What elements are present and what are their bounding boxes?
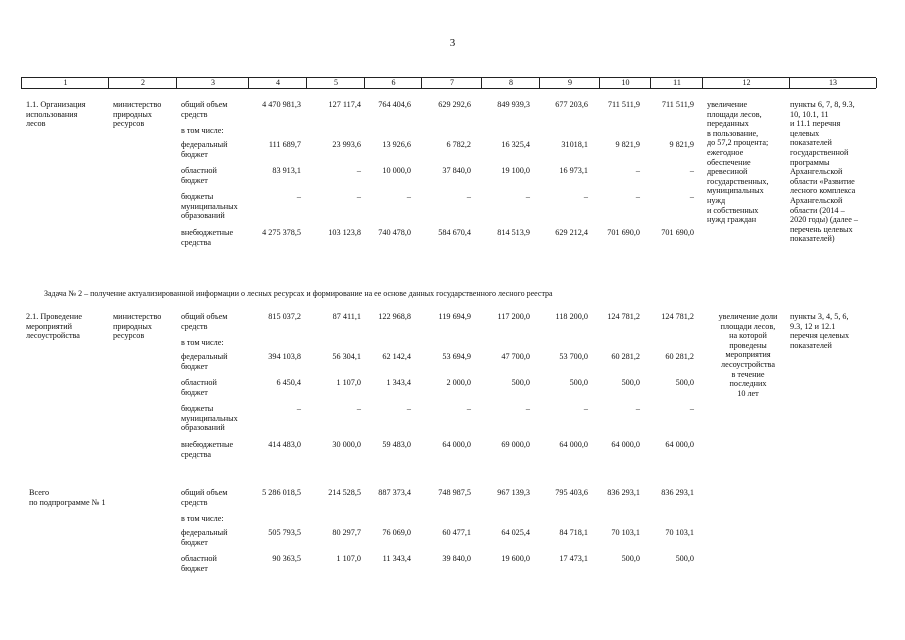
row-label: бюджеты bbox=[181, 404, 214, 413]
value-cell: 37 840,0 bbox=[442, 166, 471, 175]
indicators-text: области (2014 – bbox=[790, 205, 845, 215]
row-label: бюджет bbox=[181, 149, 208, 159]
value-cell: 124 781,2 bbox=[661, 312, 694, 321]
value-cell: 16 325,4 bbox=[501, 140, 530, 149]
header-col-11: 11 bbox=[650, 78, 703, 88]
value-cell: 2 000,0 bbox=[446, 378, 471, 387]
indicators-text: пункты 6, 7, 8, 9.3, bbox=[790, 100, 855, 109]
value-cell: 53 700,0 bbox=[559, 352, 588, 361]
value-cell: 6 782,2 bbox=[446, 140, 471, 149]
indicators-text: лесного комплекса bbox=[790, 186, 856, 196]
value-cell: 59 483,0 bbox=[382, 440, 411, 449]
executor-name: министерство bbox=[113, 312, 162, 321]
value-cell: 4 470 981,3 bbox=[262, 100, 301, 109]
value-cell: – bbox=[635, 166, 640, 175]
value-cell: 505 793,5 bbox=[268, 528, 301, 537]
indicators-text: целевых bbox=[790, 128, 820, 138]
value-cell: 53 694,9 bbox=[442, 352, 471, 361]
value-cell: 64 000,0 bbox=[559, 440, 588, 449]
row-label: средств bbox=[181, 497, 208, 507]
value-cell: 500,0 bbox=[569, 378, 588, 387]
row-label: областной bbox=[181, 554, 217, 563]
value-cell: – bbox=[466, 192, 471, 201]
value-cell: 19 600,0 bbox=[501, 554, 530, 563]
row-label: образований bbox=[181, 423, 225, 433]
value-cell: 83 913,1 bbox=[272, 166, 301, 175]
indicators-text: 2020 годы) (далее – bbox=[790, 215, 858, 225]
row-label: внебюджетные bbox=[181, 228, 234, 237]
result-text: увеличение bbox=[707, 100, 748, 109]
value-cell: 122 968,8 bbox=[378, 312, 411, 321]
value-cell: 70 103,1 bbox=[611, 528, 640, 537]
indicators-text: государственной bbox=[790, 148, 849, 157]
value-cell: – bbox=[406, 404, 411, 413]
indicators-text: и 11.1 перечня bbox=[790, 119, 841, 129]
value-cell: 414 483,0 bbox=[268, 440, 301, 449]
event-name: лесов bbox=[26, 119, 46, 129]
value-cell: 87 411,1 bbox=[332, 312, 361, 321]
row-label: средства bbox=[181, 449, 212, 459]
value-cell: 836 293,1 bbox=[661, 488, 694, 497]
value-cell: 10 000,0 bbox=[382, 166, 411, 175]
header-col-10: 10 bbox=[599, 78, 651, 88]
value-cell: 19 100,0 bbox=[501, 166, 530, 175]
value-cell: 76 069,0 bbox=[382, 528, 411, 537]
value-cell: 127 117,4 bbox=[328, 100, 361, 109]
value-cell: 5 286 018,5 bbox=[262, 488, 301, 497]
row-label: областной bbox=[181, 166, 217, 175]
value-cell: 56 304,1 bbox=[332, 352, 361, 361]
value-cell: – bbox=[525, 192, 530, 201]
row-label: муниципальных bbox=[181, 413, 238, 423]
result-text: площади лесов, bbox=[707, 109, 762, 119]
value-cell: 795 403,6 bbox=[555, 488, 588, 497]
value-cell: 30 000,0 bbox=[332, 440, 361, 449]
value-cell: 11 343,4 bbox=[382, 554, 411, 563]
header-col-8: 8 bbox=[481, 78, 540, 88]
value-cell: 967 139,3 bbox=[497, 488, 530, 497]
header-col-2: 2 bbox=[108, 78, 177, 88]
value-cell: 16 973,1 bbox=[559, 166, 588, 175]
value-cell: 64 000,0 bbox=[665, 440, 694, 449]
value-cell: 39 840,0 bbox=[442, 554, 471, 563]
value-cell: 740 478,0 bbox=[378, 228, 411, 237]
header-col-4: 4 bbox=[248, 78, 307, 88]
value-cell: 13 926,6 bbox=[382, 140, 411, 149]
value-cell: 711 511,9 bbox=[661, 100, 694, 109]
result-text: до 57,2 процента; bbox=[707, 138, 769, 148]
result-text: площади лесов, bbox=[720, 321, 776, 331]
indicators-text: области «Развитие bbox=[790, 176, 855, 186]
value-cell: – bbox=[296, 404, 301, 413]
result-text: нужд bbox=[707, 196, 726, 205]
row-label: общий объем bbox=[181, 488, 228, 497]
value-cell: 1 107,0 bbox=[336, 378, 361, 387]
value-cell: – bbox=[689, 166, 694, 175]
value-cell: 815 037,2 bbox=[268, 312, 301, 321]
header-col-9: 9 bbox=[539, 78, 600, 88]
value-cell: 1 107,0 bbox=[336, 554, 361, 563]
indicators-text: показателей) bbox=[790, 234, 835, 244]
result-text: мероприятия bbox=[725, 350, 771, 360]
value-cell: 629 292,6 bbox=[438, 100, 471, 109]
header-col-1: 1 bbox=[21, 78, 109, 88]
value-cell: 629 212,4 bbox=[555, 228, 588, 237]
event-name: мероприятий bbox=[26, 321, 72, 331]
value-cell: 103 123,8 bbox=[328, 228, 361, 237]
header-col-7: 7 bbox=[421, 78, 482, 88]
executor-name: природных bbox=[113, 109, 152, 119]
value-cell: 70 103,1 bbox=[665, 528, 694, 537]
indicators-text: программы bbox=[790, 157, 830, 167]
header-col-3: 3 bbox=[176, 78, 249, 88]
row-label: бюджет bbox=[181, 175, 208, 185]
header-col-5: 5 bbox=[306, 78, 365, 88]
row-label: бюджеты bbox=[181, 192, 214, 201]
value-cell: 80 297,7 bbox=[332, 528, 361, 537]
event-name: 1.1. Организация bbox=[26, 100, 86, 109]
indicators-text: пункты 3, 4, 5, 6, bbox=[790, 312, 849, 321]
value-cell: 584 670,4 bbox=[438, 228, 471, 237]
executor-name: министерство bbox=[113, 100, 162, 109]
value-cell: 677 203,6 bbox=[555, 100, 588, 109]
value-cell: 69 000,0 bbox=[501, 440, 530, 449]
result-text: обеспечение bbox=[707, 157, 751, 167]
row-label: федеральный bbox=[181, 140, 228, 149]
value-cell: 4 275 378,5 bbox=[262, 228, 301, 237]
result-text: нужд граждан bbox=[707, 215, 757, 225]
value-cell: 60 281,2 bbox=[665, 352, 694, 361]
event-name: 2.1. Проведение bbox=[26, 312, 82, 321]
value-cell: 17 473,1 bbox=[559, 554, 588, 563]
header-col-12: 12 bbox=[702, 78, 790, 88]
value-cell: 500,0 bbox=[675, 378, 694, 387]
total-title: Всего bbox=[29, 488, 50, 497]
table-header bbox=[21, 77, 876, 89]
value-cell: 118 200,0 bbox=[555, 312, 588, 321]
value-cell: – bbox=[635, 404, 640, 413]
value-cell: 500,0 bbox=[621, 554, 640, 563]
row-label: бюджет bbox=[181, 361, 208, 371]
value-cell: 6 450,4 bbox=[276, 378, 301, 387]
value-cell: 124 781,2 bbox=[607, 312, 640, 321]
result-text: на которой bbox=[729, 331, 767, 341]
value-cell: 119 694,9 bbox=[438, 312, 471, 321]
row-label: средств bbox=[181, 321, 208, 331]
value-cell: – bbox=[583, 404, 588, 413]
value-cell: 814 513,9 bbox=[497, 228, 530, 237]
value-cell: 47 700,0 bbox=[501, 352, 530, 361]
value-cell: 1 343,4 bbox=[386, 378, 411, 387]
event-name: лесоустройства bbox=[26, 331, 80, 341]
value-cell: 887 373,4 bbox=[378, 488, 411, 497]
row-label: средств bbox=[181, 109, 208, 119]
result-text: и собственных bbox=[707, 205, 759, 215]
value-cell: – bbox=[689, 404, 694, 413]
value-cell: 500,0 bbox=[621, 378, 640, 387]
executor-name: природных bbox=[113, 321, 152, 331]
value-cell: – bbox=[356, 166, 361, 175]
result-text: в пользование, bbox=[707, 128, 759, 138]
value-cell: 9 821,9 bbox=[615, 140, 640, 149]
result-text: древесиной bbox=[707, 167, 748, 177]
value-cell: 23 993,6 bbox=[332, 140, 361, 149]
value-cell: 84 718,1 bbox=[559, 528, 588, 537]
header-col-6: 6 bbox=[364, 78, 422, 88]
indicators-text: показателей bbox=[790, 340, 832, 350]
row-label: бюджет bbox=[181, 563, 208, 573]
event-name: использования bbox=[26, 109, 78, 119]
result-text: проведены bbox=[729, 340, 767, 350]
value-cell: – bbox=[525, 404, 530, 413]
indicators-text: Архангельской bbox=[790, 196, 843, 205]
value-cell: 62 142,4 bbox=[382, 352, 411, 361]
row-label: областной bbox=[181, 378, 217, 387]
row-label: федеральный bbox=[181, 352, 228, 361]
indicators-text: перечень целевых bbox=[790, 224, 853, 234]
result-text: 10 лет bbox=[737, 388, 759, 398]
result-text: увеличение доли bbox=[718, 312, 778, 321]
value-cell: – bbox=[635, 192, 640, 201]
value-cell: 764 404,6 bbox=[378, 100, 411, 109]
value-cell: – bbox=[356, 192, 361, 201]
value-cell: – bbox=[466, 404, 471, 413]
value-cell: – bbox=[356, 404, 361, 413]
value-cell: 394 103,8 bbox=[268, 352, 301, 361]
value-cell: 849 939,3 bbox=[497, 100, 530, 109]
value-cell: 60 477,1 bbox=[442, 528, 471, 537]
result-text: в течение bbox=[731, 369, 765, 379]
total-title: по подпрограмме № 1 bbox=[29, 497, 106, 507]
value-cell: – bbox=[296, 192, 301, 201]
indicators-text: Архангельской bbox=[790, 167, 843, 177]
row-label: общий объем bbox=[181, 312, 228, 321]
row-label: в том числе: bbox=[181, 126, 224, 135]
value-cell: 836 293,1 bbox=[607, 488, 640, 497]
value-cell: 31018,1 bbox=[561, 140, 588, 149]
executor-name: ресурсов bbox=[113, 119, 145, 129]
indicators-text: 9.3, 12 и 12.1 bbox=[790, 321, 836, 331]
row-label: бюджет bbox=[181, 537, 208, 547]
indicators-text: перечня целевых bbox=[790, 331, 850, 341]
row-label: общий объем bbox=[181, 100, 228, 109]
row-label: федеральный bbox=[181, 528, 228, 537]
result-text: ежегодное bbox=[707, 148, 744, 157]
value-cell: 701 690,0 bbox=[661, 228, 694, 237]
result-text: последних bbox=[729, 379, 767, 389]
value-cell: – bbox=[406, 192, 411, 201]
row-label: муниципальных bbox=[181, 201, 238, 211]
task-heading: Задача № 2 – получение актуализированной информации о лесных ресурсах и формирование на ее основе данных государственного лесного реестра bbox=[44, 289, 553, 298]
row-label: внебюджетные bbox=[181, 440, 234, 449]
row-label: в том числе: bbox=[181, 338, 224, 347]
value-cell: 214 528,5 bbox=[328, 488, 361, 497]
value-cell: 117 200,0 bbox=[497, 312, 530, 321]
value-cell: 500,0 bbox=[511, 378, 530, 387]
value-cell: 711 511,9 bbox=[607, 100, 640, 109]
executor-name: ресурсов bbox=[113, 331, 145, 341]
row-label: образований bbox=[181, 211, 225, 221]
value-cell: 64 025,4 bbox=[501, 528, 530, 537]
indicators-text: показателей bbox=[790, 138, 832, 148]
value-cell: 701 690,0 bbox=[607, 228, 640, 237]
result-text: переданных bbox=[707, 119, 749, 129]
indicators-text: 10, 10.1, 11 bbox=[790, 109, 829, 119]
value-cell: – bbox=[689, 192, 694, 201]
value-cell: – bbox=[583, 192, 588, 201]
value-cell: 748 987,5 bbox=[438, 488, 471, 497]
row-label: в том числе: bbox=[181, 514, 224, 523]
result-text: лесоустройства bbox=[721, 360, 775, 369]
row-label: бюджет bbox=[181, 387, 208, 397]
page-number: 3 bbox=[449, 37, 456, 49]
value-cell: 64 000,0 bbox=[442, 440, 471, 449]
value-cell: 60 281,2 bbox=[611, 352, 640, 361]
result-text: государственных, bbox=[707, 176, 769, 186]
value-cell: 90 363,5 bbox=[272, 554, 301, 563]
header-col-13: 13 bbox=[789, 78, 877, 88]
row-label: средства bbox=[181, 237, 212, 247]
value-cell: 500,0 bbox=[675, 554, 694, 563]
result-text: муниципальных bbox=[707, 186, 764, 196]
value-cell: 111 689,7 bbox=[268, 140, 301, 149]
value-cell: 64 000,0 bbox=[611, 440, 640, 449]
value-cell: 9 821,9 bbox=[669, 140, 694, 149]
